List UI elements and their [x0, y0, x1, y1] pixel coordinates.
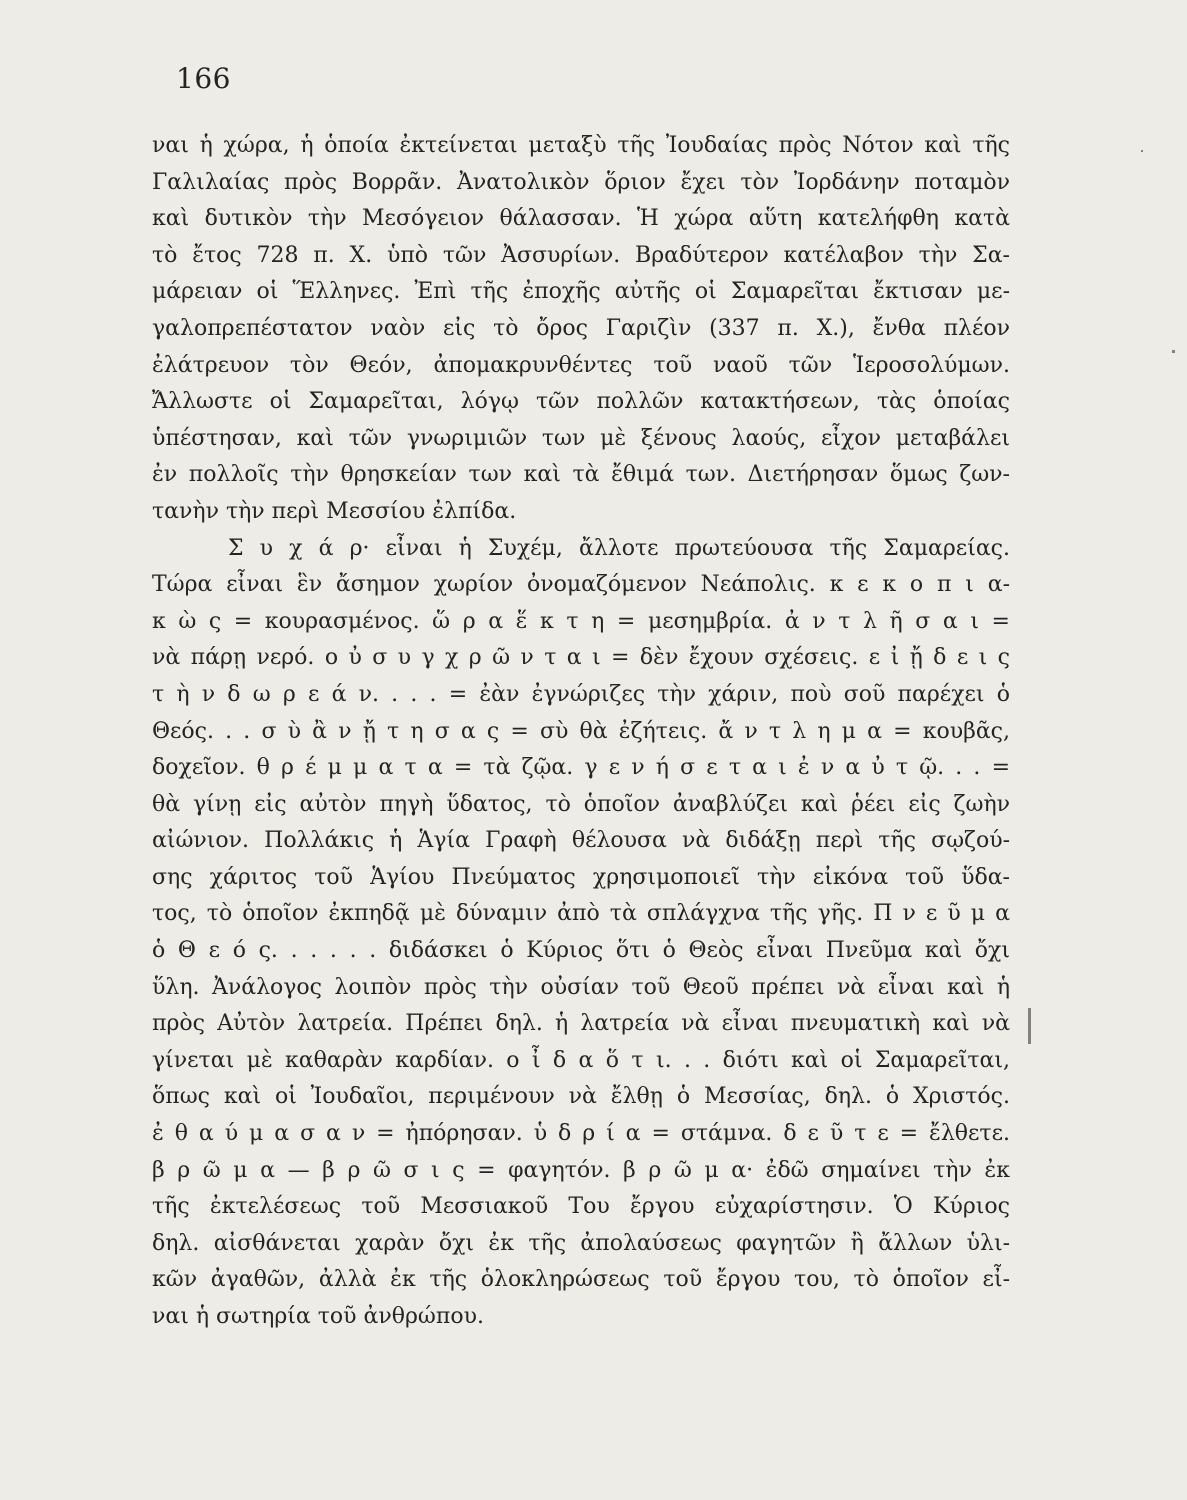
text-line: ἐλάτρευον τὸν Θεόν, ἀπομακρυνθέντες τοῦ ναοῦ τῶν Ἱεροσολύμων. [152, 352, 1010, 378]
text-line: κ ὼ ς = κουρασμένος. ὥ ρ α ἕ κ τ η = μεσημβρία. ἀ ν τ λ ῆ σ α ι = [152, 608, 1010, 634]
paper-speck [1172, 350, 1175, 353]
text-line: κῶν ἀγαθῶν, ἀλλὰ ἐκ τῆς ὁλοκληρώσεως τοῦ ἔργου του, τὸ ὁποῖον εἶ- [152, 1267, 1010, 1293]
text-line: ἐν πολλοῖς τὴν θρησκείαν των καὶ τὰ ἔθιμά των. Διετήρησαν ὅμως ζων- [152, 462, 1010, 488]
text-line: πρὸς Αὐτὸν λατρεία. Πρέπει δηλ. ἡ λατρεία νὰ εἶναι πνευματικὴ καὶ νὰ [152, 1011, 1010, 1037]
text-line: Σ υ χ ά ρ· εἶναι ἡ Συχέμ, ἄλλοτε πρωτεύουσα τῆς Σαμαρείας. [228, 535, 1010, 561]
text-line: ναι ἡ χώρα, ἡ ὁποία ἐκτείνεται μεταξὺ τῆς Ἰουδαίας πρὸς Νότον καὶ τῆς [152, 133, 1010, 158]
body-text [152, 128, 1010, 1336]
text-line: τανὴν τὴν περὶ Μεσσίου ἐλπίδα. [152, 498, 517, 524]
text-line: γίνεται μὲ καθαρὰν καρδίαν. ο ἶ δ α ὅ τ ι. . . διότι καὶ οἱ Σαμαρεῖται, [152, 1047, 1010, 1073]
text-line: δοχεῖον. θ ρ έ μ μ α τ α = τὰ ζῷα. γ ε ν ή σ ε τ α ι ἐ ν α ὐ τ ῷ. . . = [152, 755, 1010, 781]
text-line: τ ὴ ν δ ω ρ ε ά ν. . . . = ἐὰν ἐγνώριζες τὴν χάριν, ποὺ σοῦ παρέχει ὁ [152, 681, 1010, 707]
text-line: Τώρα εἶναι ἓν ἄσημον χωρίον ὀνομαζόμενον Νεάπολις. κ ε κ ο π ι α- [152, 572, 1010, 598]
text-line: καὶ δυτικὸν τὴν Μεσόγειον θάλασσαν. Ἡ χώρα αὕτη κατελήφθη κατὰ [152, 206, 1010, 232]
text-line: ἐ θ α ύ μ α σ α ν = ἠπόρησαν. ὑ δ ρ ί α = στάμνα. δ ε ῦ τ ε = ἔλθετε. [152, 1121, 1010, 1147]
text-line: ὕλη. Ἀνάλογος λοιπὸν πρὸς τὴν οὐσίαν τοῦ Θεοῦ πρέπει νὰ εἶναι καὶ ἡ [152, 974, 1010, 1000]
text-line: τῆς ἐκτελέσεως τοῦ Μεσσιακοῦ Του ἔργου εὐχαρίστησιν. Ὁ Κύριος [152, 1194, 1010, 1220]
text-line: ὅπως καὶ οἱ Ἰουδαῖοι, περιμένουν νὰ ἔλθῃ ὁ Μεσσίας, δηλ. ὁ Χριστός. [152, 1084, 1010, 1110]
text-line: Γαλιλαίας πρὸς Βορρᾶν. Ἀνατολικὸν ὅριον ἔχει τὸν Ἰορδάνην ποταμὸν [152, 169, 1010, 195]
text-line: ὁ Θ ε ό ς. . . . . . διδάσκει ὁ Κύριος ὅτι ὁ Θεὸς εἶναι Πνεῦμα καὶ ὄχι [152, 938, 1010, 964]
text-line: δηλ. αἰσθάνεται χαρὰν ὄχι ἐκ τῆς ἀπολαύσεως φαγητῶν ἢ ἄλλων ὑλι- [152, 1230, 1010, 1256]
text-line: ναι ἡ σωτηρία τοῦ ἀνθρώπου. [152, 1304, 484, 1329]
text-line: μάρειαν οἱ Ἕλληνες. Ἐπὶ τῆς ἐποχῆς αὐτῆς οἱ Σαμαρεῖται ἔκτισαν με- [152, 279, 1010, 305]
text-line: Ἄλλωστε οἱ Σαμαρεῖται, λόγῳ τῶν πολλῶν κατακτήσεων, τὰς ὁποίας [152, 389, 1010, 415]
text-line: Θεός. . . σ ὺ ἂ ν ᾔ τ η σ α ς = σὺ θὰ ἐζήτεις. ἄ ν τ λ η μ α = κουβᾶς, [152, 718, 1010, 744]
margin-mark [1028, 1008, 1031, 1044]
text-line: γαλοπρεπέστατον ναὸν εἰς τὸ ὄρος Γαριζὶν (337 π. Χ.), ἔνθα πλέον [152, 315, 1010, 341]
text-line: τος, τὸ ὁποῖον ἐκπηδᾷ μὲ δύναμιν ἀπὸ τὰ σπλάγχνα τῆς γῆς. Π ν ε ῦ μ α [152, 901, 1010, 927]
text-line: β ρ ῶ μ α — β ρ ῶ σ ι ς = φαγητόν. β ρ ῶ μ α· ἐδῶ σημαίνει τὴν ἐκ [152, 1157, 1010, 1183]
text-line: αἰώνιον. Πολλάκις ἡ Ἁγία Γραφὴ θέλουσα νὰ διδάξῃ περὶ τῆς σῳζού- [152, 828, 1010, 854]
text-line: σης χάριτος τοῦ Ἁγίου Πνεύματος χρησιμοποιεῖ τὴν εἰκόνα τοῦ ὕδα- [152, 864, 1010, 890]
text-line: νὰ πάρῃ νερό. ο ὐ σ υ γ χ ρ ῶ ν τ α ι = δὲν ἔχουν σχέσεις. ε ἰ ᾔ δ ε ι ς [152, 645, 1010, 671]
page-number: 166 [176, 62, 231, 95]
paper-speck [1141, 150, 1143, 152]
text-line: θὰ γίνῃ εἰς αὐτὸν πηγὴ ὕδατος, τὸ ὁποῖον ἀναβλύζει καὶ ῥέει εἰς ζωὴν [152, 791, 1010, 817]
text-line: ὑπέστησαν, καὶ τῶν γνωριμιῶν των μὲ ξένους λαούς, εἶχον μεταβάλει [152, 425, 1010, 451]
text-line: τὸ ἔτος 728 π. Χ. ὑπὸ τῶν Ἀσσυρίων. Βραδύτερον κατέλαβον τὴν Σα- [152, 242, 1010, 268]
